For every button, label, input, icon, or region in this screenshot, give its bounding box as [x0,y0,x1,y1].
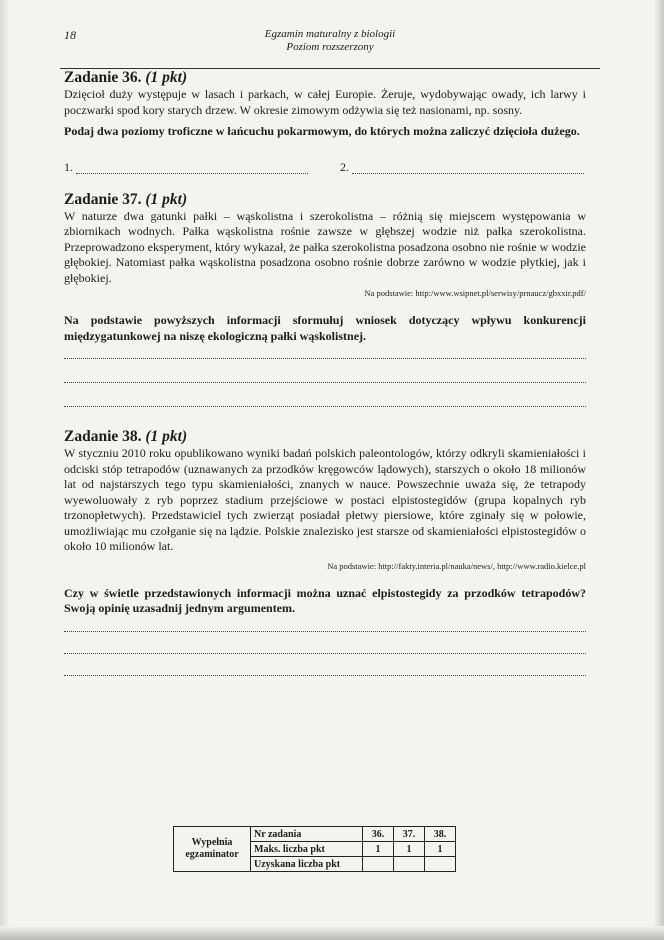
task-36-answer-1[interactable] [64,160,340,174]
answer-2-line[interactable] [352,162,584,174]
task-38-question: Czy w świetle przedstawionych informacji można uznać elpistostegidy za przodków tetrapodów? Swoją opinię uzasadnij jednym argumentem. [64,585,586,615]
header-title-line2: Poziom rozszerzony [286,41,374,53]
task-37 [64,191,586,408]
task-36-points: (1 pkt) [145,69,188,86]
task-36-text: Dzięcioł duży występuje w lasach i parkach, w całej Europie. Żeruje, wydobywając owady, ich larwy i poczwarki spod kory starych drzew. W okresie zimowym odżywia się też nasionami, np. sosny. [64,87,586,117]
task-38-text: W styczniu 2010 roku opublikowano wyniki badań polskich paleontologów, którzy odkryli skamieniałości i odciski stóp tetrapodów (uznawanych za przodków kręgowców lądowych), starszych o około 18 milionów lat od najstarszych tego typu skamieniałości, znanych w nauce. Powszechnie uważa się, że tetrapody wyewoluowały z ryb poprzez stadium przejściowe w postaci elpistostegidów (grupa kopalnych ryb trzonopłetwych). Przedstawiciel tych zwierząt posiadał płetwy piersiowe, które zginały się w połowie, umożliwiając mu czołganie się na lądzie. Polskie znalezisko jest starsze od skamieniałości elpistostegidów o około 10 milionów lat. [64,446,586,553]
task-37-source: Na podstawie: http:/www.wsipnet.pl/serwisy/prnaucz/gbxxir.pdf/ [364,288,586,298]
page-header [60,26,600,70]
task-37-points: (1 pkt) [145,190,188,208]
max-points-cell: 1 [394,842,425,857]
task-38-label: Zadanie 38. [64,428,142,445]
task-36-question: Podaj dwa poziomy troficzne w łańcuchu pokarmowym, do których można zaliczyć dzięcioła dużego. [64,124,580,138]
obtained-points-cell[interactable] [363,857,394,872]
task-38-title [64,428,586,446]
header-title-line1: Egzamin maturalny z biologii [264,28,396,40]
score-row-task-numbers [174,827,456,842]
row-label-task-number: Nr zadania [251,827,363,842]
task-36-label: Zadanie 36. [64,69,142,86]
page-edge-right [654,0,664,940]
filled-by-examiner: Wypełnia egzaminator [174,827,251,872]
task-36 [64,69,586,174]
row-label-max-points: Maks. liczba pkt [251,842,363,857]
task-37-answer-line[interactable] [64,382,586,383]
score-table [173,826,456,872]
answer-1-line[interactable] [76,162,308,174]
task-37-label: Zadanie 37. [64,190,142,208]
task-38-answer-line[interactable] [64,631,586,632]
task-number-cell: 36. [363,827,394,842]
max-points-cell: 1 [425,842,456,857]
task-number-cell: 38. [425,827,456,842]
page-edge-left [0,0,10,940]
answer-2-label: 2. [340,159,349,174]
page-content [64,69,586,676]
task-37-answer-line[interactable] [64,406,586,407]
task-37-question: Na podstawie powyższych informacji sformułuj wniosek dotyczący wpływu konkurencji międzygatunkowej na niszę ekologiczną pałki wąskolistnej. [64,313,586,343]
task-36-answers [64,160,586,174]
task-36-answer-2[interactable] [340,160,584,174]
task-38-points: (1 pkt) [145,428,188,445]
max-points-cell: 1 [363,842,394,857]
page-edge-bottom [0,926,664,940]
task-38-answer-line[interactable] [64,653,586,654]
task-36-title [64,69,586,87]
task-38-answer-line[interactable] [64,675,586,676]
task-37-answer-line[interactable] [64,358,586,359]
header-title [60,28,600,54]
obtained-points-cell[interactable] [425,857,456,872]
page-number: 18 [64,28,76,42]
task-37-text: W naturze dwa gatunki pałki – wąskolistna i szerokolistna – różnią się miejscem występowania w zbiornikach wodnych. Pałka wąskolistna rośnie zawsze w głębszej wodzie niż pałka szerokolistna. Przeprowadzono eksperyment, który wykazał, że pałka szerokolistna posadzona osobno nie rośnie w wodzie głębokiej. Natomiast pałka wąskolistna posadzona osobno rośnie dobrze zarówno w wodzie płytkiej, jak i głębokiej. [64,208,586,285]
task-38-source: Na podstawie: http://fakty.interia.pl/nauka/news/, http://www.radio.kielce.pl [327,560,586,571]
task-number-cell: 37. [394,827,425,842]
task-37-title [64,191,586,209]
task-38 [64,428,586,676]
obtained-points-cell[interactable] [394,857,425,872]
row-label-obtained-points: Uzyskana liczba pkt [251,857,363,872]
answer-1-label: 1. [64,159,73,174]
